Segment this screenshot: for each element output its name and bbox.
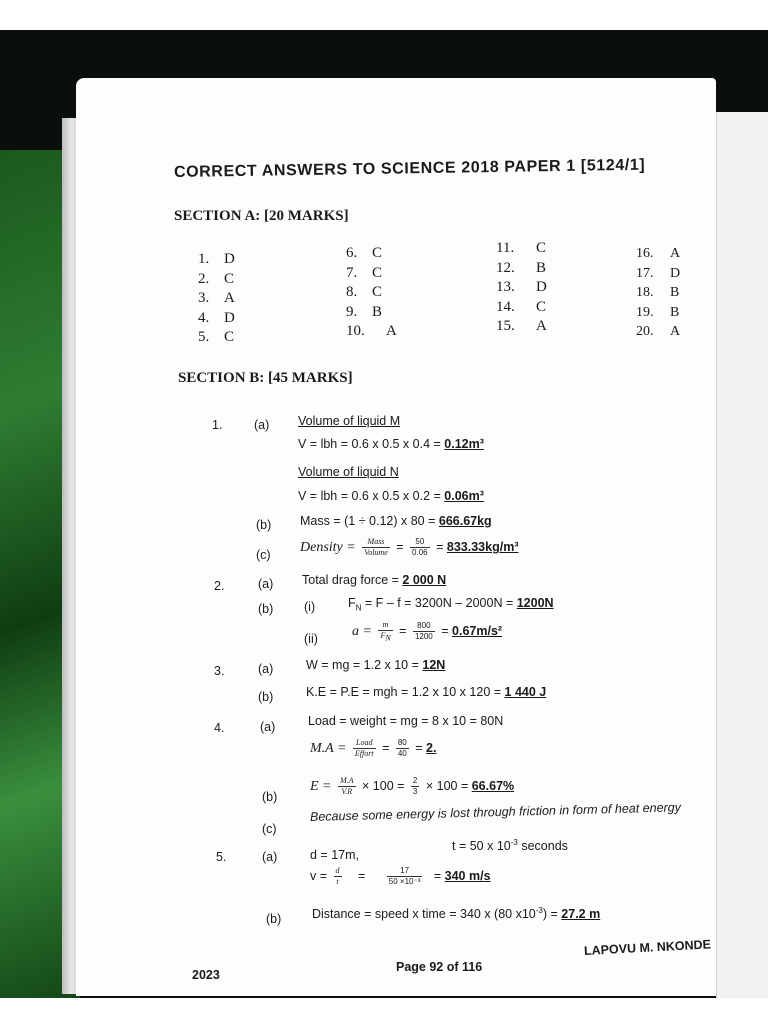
volume-m-calculation: V = lbh = 0.6 x 0.5 x 0.4 = 0.12m³ (298, 437, 484, 451)
drag-force-text: Total drag force = 2 000 N (302, 573, 447, 587)
mcq-item: 2. C (198, 270, 235, 287)
part-label: (b) (258, 690, 274, 704)
footer-year: 2023 (192, 968, 220, 982)
part-label: (a) (254, 418, 270, 432)
efficiency-reason: Because some energy is lost through friction in form of heat energy (309, 800, 682, 824)
section-a-title: SECTION A: [20 MARKS] (174, 208, 349, 224)
mcq-item: 5. C (198, 329, 235, 345)
weight-calculation: W = mg = 1.2 x 10 = 12N (306, 658, 446, 672)
mcq-item: 20. A (636, 324, 681, 339)
efficiency-calculation: E = $\frac{M.A}{V.R}$ × 100 = $\frac{2}{3}$ × 100 = 66.67% (310, 776, 515, 796)
mcq-column-3 (496, 239, 547, 337)
part-label: (b) (262, 790, 278, 804)
distance-calculation: Distance = speed x time = 340 x (80 $x10^{-3}) = 27.2$ m (312, 906, 601, 922)
footer-author: LAPOVU M. NKONDE (583, 937, 712, 958)
mcq-item: 14. C (496, 298, 547, 315)
mcq-item: 3. A (198, 290, 235, 306)
part-label: (b) (258, 602, 274, 616)
page-title: CORRECT ANSWERS TO SCIENCE 2018 PAPER 1 [5124/1] (173, 156, 646, 181)
mcq-column-1 (198, 250, 235, 348)
question-number: 3. (214, 664, 225, 678)
mcq-column-2 (346, 244, 397, 342)
part-label: (b) (266, 912, 282, 926)
subpart-label: (i) (304, 600, 316, 614)
part-label: (b) (256, 518, 272, 532)
question-number: 5. (216, 850, 227, 864)
question-number: 1. (212, 418, 223, 432)
document-page (76, 78, 716, 996)
mcq-item: 1. D (198, 251, 235, 267)
mcq-item: 4. D (198, 309, 235, 326)
mcq-item: 13. D (496, 279, 547, 295)
mcq-item: 18. B (636, 285, 680, 300)
density-fraction: $\frac{\text{Mass}}{\text{Volume}}$ (364, 537, 388, 557)
net-force-calculation: $F_N = F - f = 3200N - 2000N = 1200N$ (348, 596, 554, 613)
mcq-item: 16. A (636, 246, 681, 261)
top-margin (0, 0, 768, 30)
mcq-item: 7. C (346, 264, 383, 281)
footer-page-number: Page 92 of 116 (396, 960, 483, 974)
volume-n-calculation: V = lbh = 0.6 x 0.5 x 0.2 = 0.06m³ (298, 489, 484, 503)
part-label: (a) (262, 850, 278, 864)
facing-page-edge (716, 112, 768, 998)
volume-n-heading: Volume of liquid N (298, 465, 399, 479)
load-text: Load = weight = mg = 8 x 10 = 80N (308, 714, 504, 728)
part-label: (a) (260, 720, 276, 734)
subpart-label: (ii) (304, 632, 318, 646)
distance-given: d = 17m, (310, 848, 359, 862)
density-calculation: Density = $\frac{\text{Mass}}{\text{Volume}}$ = $\frac{50}{0.06}$ = 833.33kg/m³ (300, 537, 519, 557)
mechanical-advantage-calculation: M.A = $\frac{\text{Load}}{\text{Effort}}$ = $\frac{80}{40}$ = 2. (310, 738, 437, 758)
mass-calculation: Mass = (1 ÷ 0.12) x 80 = 666.67kg (300, 514, 492, 528)
question-number: 4. (214, 721, 225, 735)
mcq-item: 12. B (496, 259, 547, 276)
energy-calculation: K.E = P.E = mgh = 1.2 x 10 x 120 = 1 440 J (306, 685, 547, 699)
mcq-item: 19. B (636, 304, 680, 320)
mcq-item: 9. B (346, 303, 383, 320)
part-label: (c) (262, 822, 277, 836)
time-given: t = 50 x $10^{-3}$ seconds (452, 838, 568, 854)
part-label: (a) (258, 577, 274, 591)
part-label: (c) (256, 548, 271, 562)
mcq-item: 11. C (496, 240, 547, 256)
question-number: 2. (214, 579, 225, 593)
velocity-calculation: v = $\frac{d}{t}$ = $\frac{17}{\text{50 ×10⁻³}}$ = 340 m/s (310, 866, 491, 886)
mcq-item: 15. A (496, 318, 547, 334)
volume-m-heading: Volume of liquid M (298, 414, 401, 428)
mcq-item: 10. A (346, 323, 397, 339)
mcq-item: 6. C (346, 245, 383, 261)
part-label: (a) (258, 662, 274, 676)
acceleration-calculation: a = $\frac{m}{FN}$ = $\frac{800}{1200}$ = 0.67m/s² (352, 620, 503, 643)
section-b-title: SECTION B: [45 MARKS] (178, 370, 353, 386)
mcq-column-4 (636, 244, 680, 342)
mcq-item: 8. C (346, 284, 383, 300)
mcq-item: 17. D (636, 265, 681, 281)
bottom-margin (0, 998, 768, 1024)
